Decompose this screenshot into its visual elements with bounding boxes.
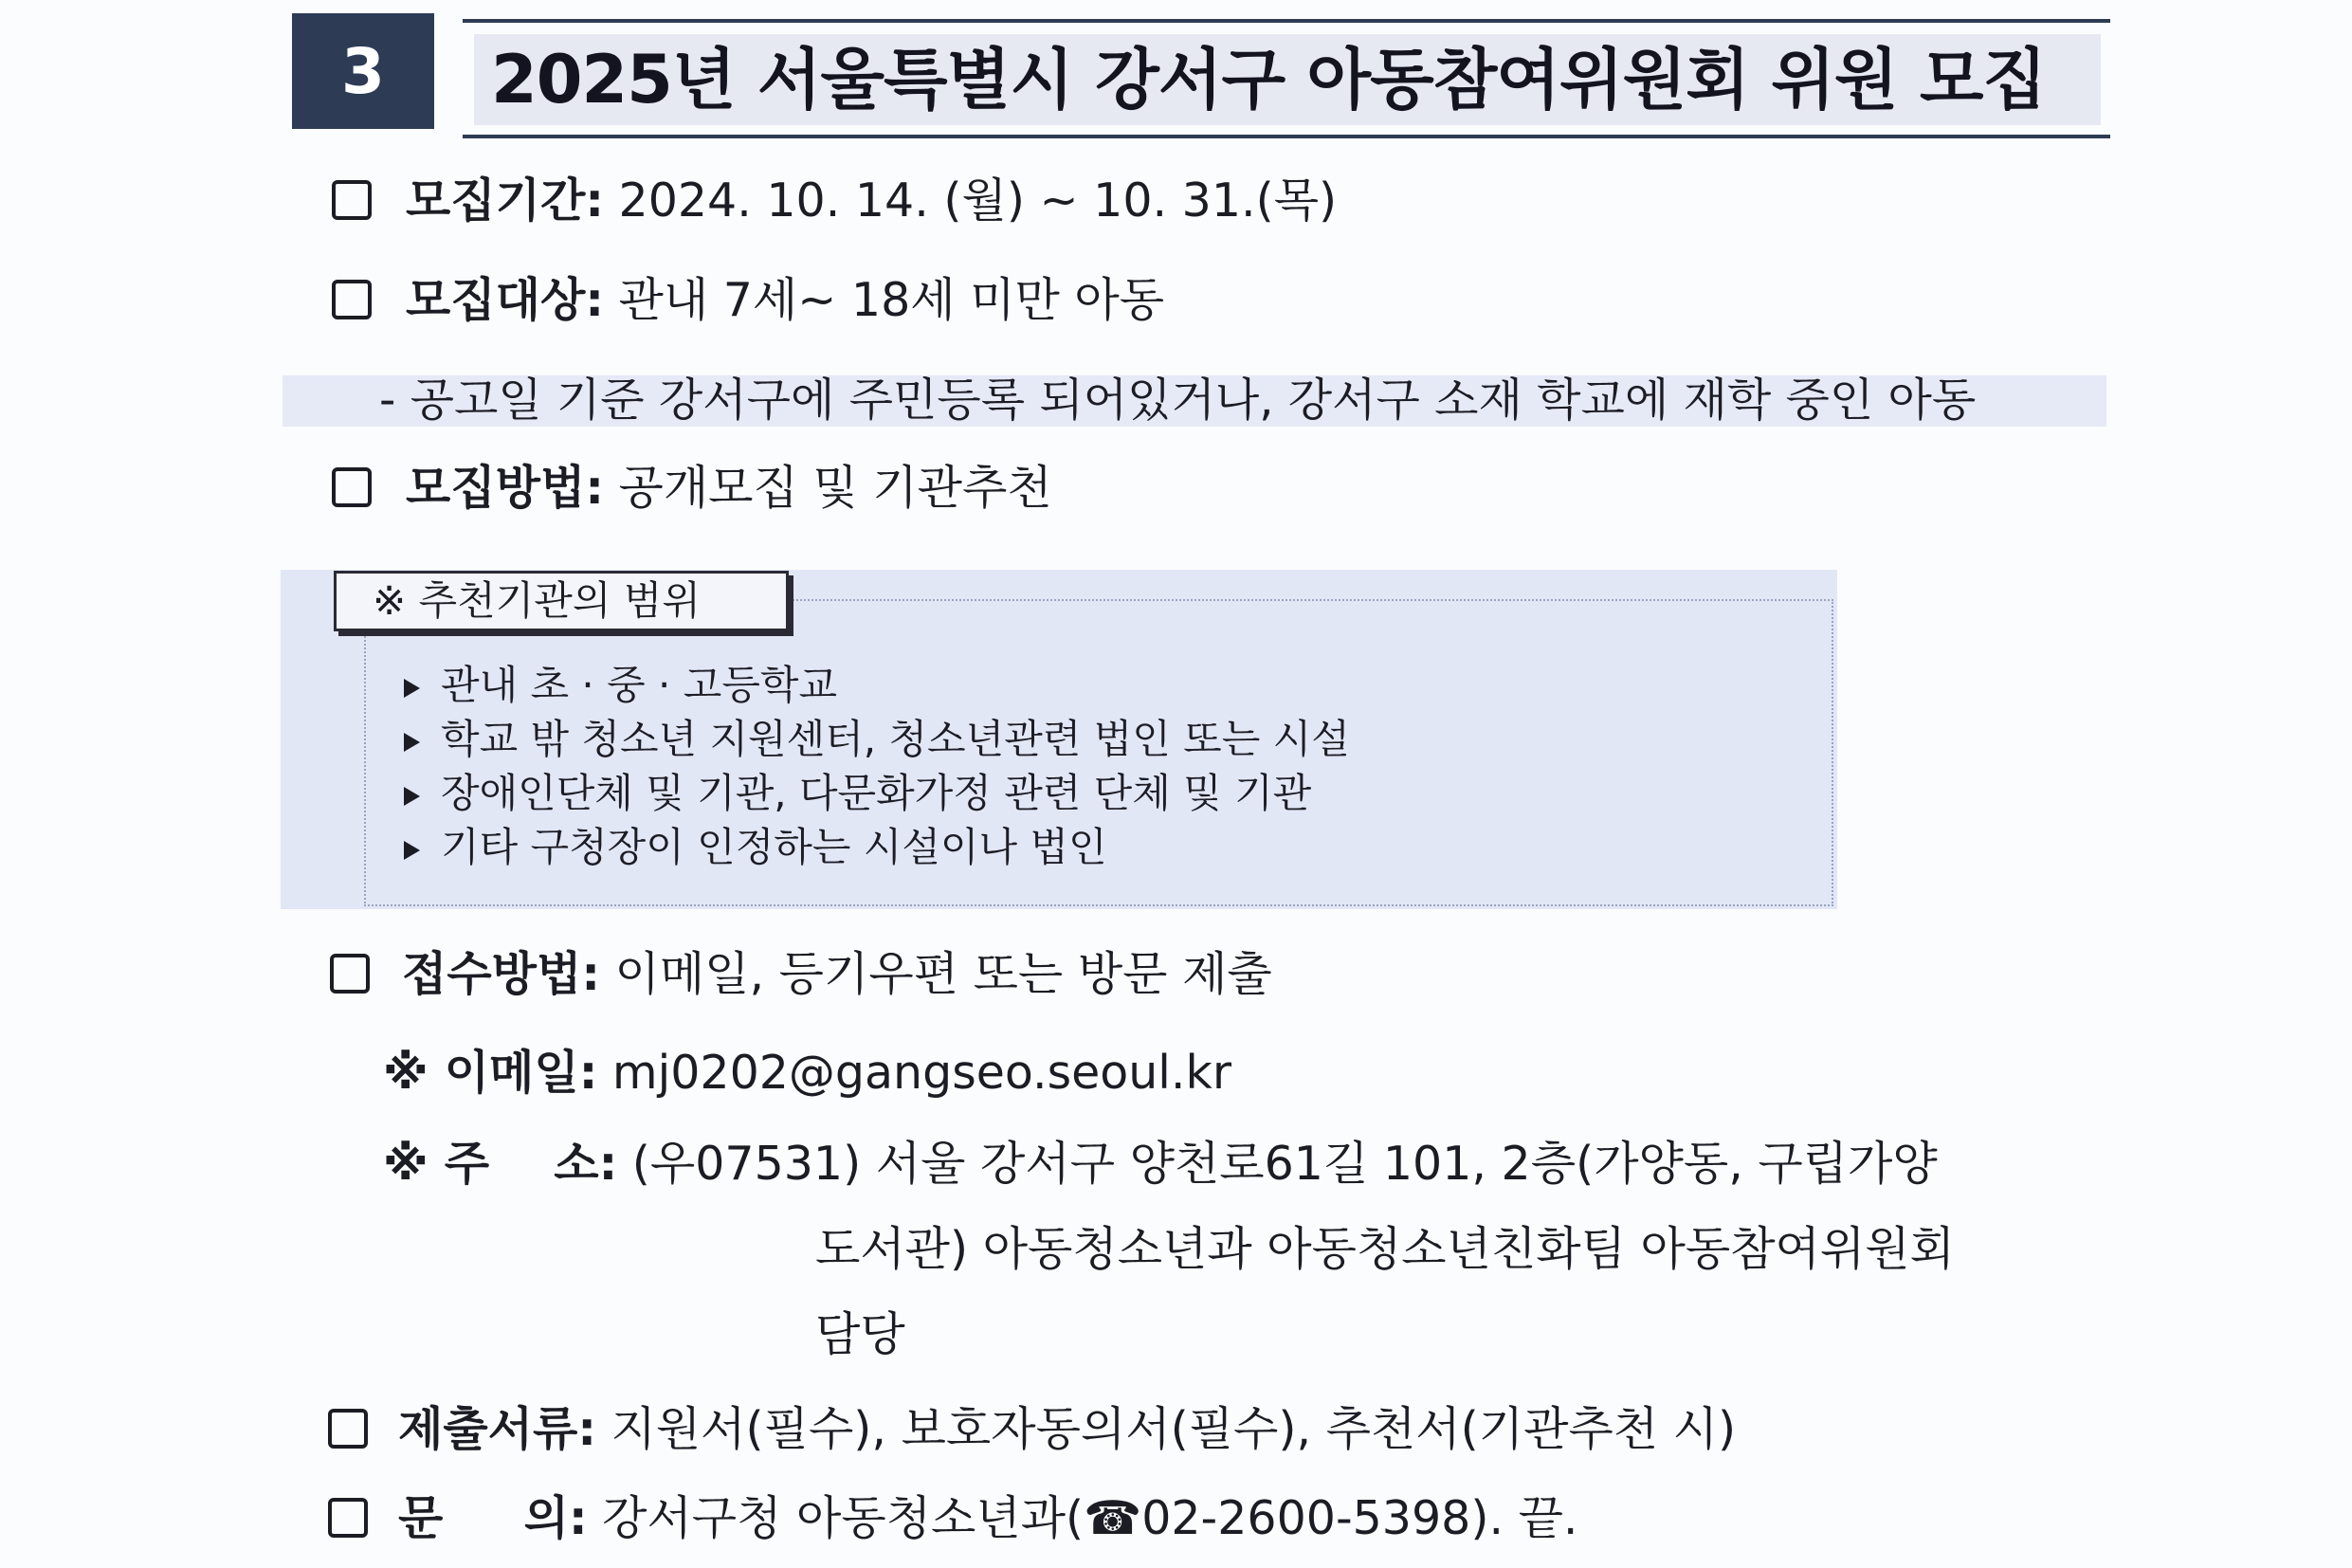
triangle-bullet-icon — [404, 733, 420, 752]
address-label: ※ 주 소: — [383, 1137, 618, 1191]
recommend-item: 장애인단체 및 기관, 다문화가정 관련 단체 및 기관 — [404, 768, 1311, 819]
recommend-box-title: ※ 추천기관의 범위 — [334, 571, 789, 631]
triangle-bullet-icon — [404, 679, 420, 698]
email-value: mj0202@gangseo.seoul.kr — [611, 1046, 1232, 1100]
method-value: 공개모집 및 기관추천 — [618, 461, 1052, 515]
period-value: 2024. 10. 14. (월) ~ 10. 31.(목) — [618, 173, 1338, 228]
email-label: ※ 이메일: — [383, 1046, 598, 1100]
submission-label: 접수방법: — [402, 947, 600, 1001]
checkbox-square-icon — [328, 1409, 368, 1449]
checkbox-square-icon — [330, 954, 370, 994]
section-number: 3 — [341, 34, 385, 108]
inquiry-value: 강서구청 아동청소년과(☎02-2600-5398). 끝. — [602, 1491, 1578, 1545]
period-row — [406, 171, 1337, 231]
submission-value: 이메일, 등기우편 또는 방문 제출 — [614, 947, 1272, 1001]
checkbox-square-icon — [328, 1498, 368, 1538]
target-label: 모집대상: — [406, 273, 604, 327]
triangle-bullet-icon — [404, 787, 420, 806]
target-row — [406, 270, 1164, 331]
checkbox-square-icon — [332, 180, 372, 220]
target-detail: - 공고일 기준 강서구에 주민등록 되어있거나, 강서구 소재 학교에 재학 중인 아동 — [379, 374, 1977, 427]
inquiry-label: 문 의: — [398, 1491, 588, 1545]
checkbox-square-icon — [332, 280, 372, 319]
title-rule-bottom — [463, 135, 2110, 138]
address-line-3: 담당 — [815, 1307, 905, 1361]
documents-row — [398, 1399, 1736, 1460]
address-line-2: 도서관) 아동청소년과 아동청소년친화팀 아동참여위원회 — [815, 1222, 1955, 1276]
recommend-item: 관내 초 · 중 · 고등학교 — [404, 660, 837, 711]
triangle-bullet-icon — [404, 841, 420, 860]
checkbox-square-icon — [332, 467, 372, 507]
method-label: 모집방법: — [406, 461, 604, 515]
address-line-1: (우07531) 서울 강서구 양천로61길 101, 2층(가양동, 구립가양 — [631, 1137, 1938, 1191]
documents-label: 제출서류: — [398, 1402, 596, 1456]
recommend-item: 기타 구청장이 인정하는 시설이나 법인 — [404, 822, 1107, 873]
target-value: 관내 7세~ 18세 미만 아동 — [618, 273, 1165, 327]
submission-row — [402, 944, 1272, 1005]
inquiry-row — [398, 1488, 1578, 1549]
title-rule-top — [463, 19, 2110, 23]
section-number-badge — [292, 13, 434, 129]
recommend-item: 학교 밖 청소년 지원센터, 청소년관련 법인 또는 시설 — [404, 714, 1350, 765]
address-row — [383, 1134, 1938, 1194]
period-label: 모집기간: — [406, 173, 604, 228]
method-row — [406, 458, 1052, 519]
email-row — [383, 1043, 1231, 1103]
page-title: 2025년 서울특별시 강서구 아동참여위원회 위원 모집 — [491, 41, 2047, 119]
documents-value: 지원서(필수), 보호자동의서(필수), 추천서(기관추천 시) — [611, 1402, 1737, 1456]
